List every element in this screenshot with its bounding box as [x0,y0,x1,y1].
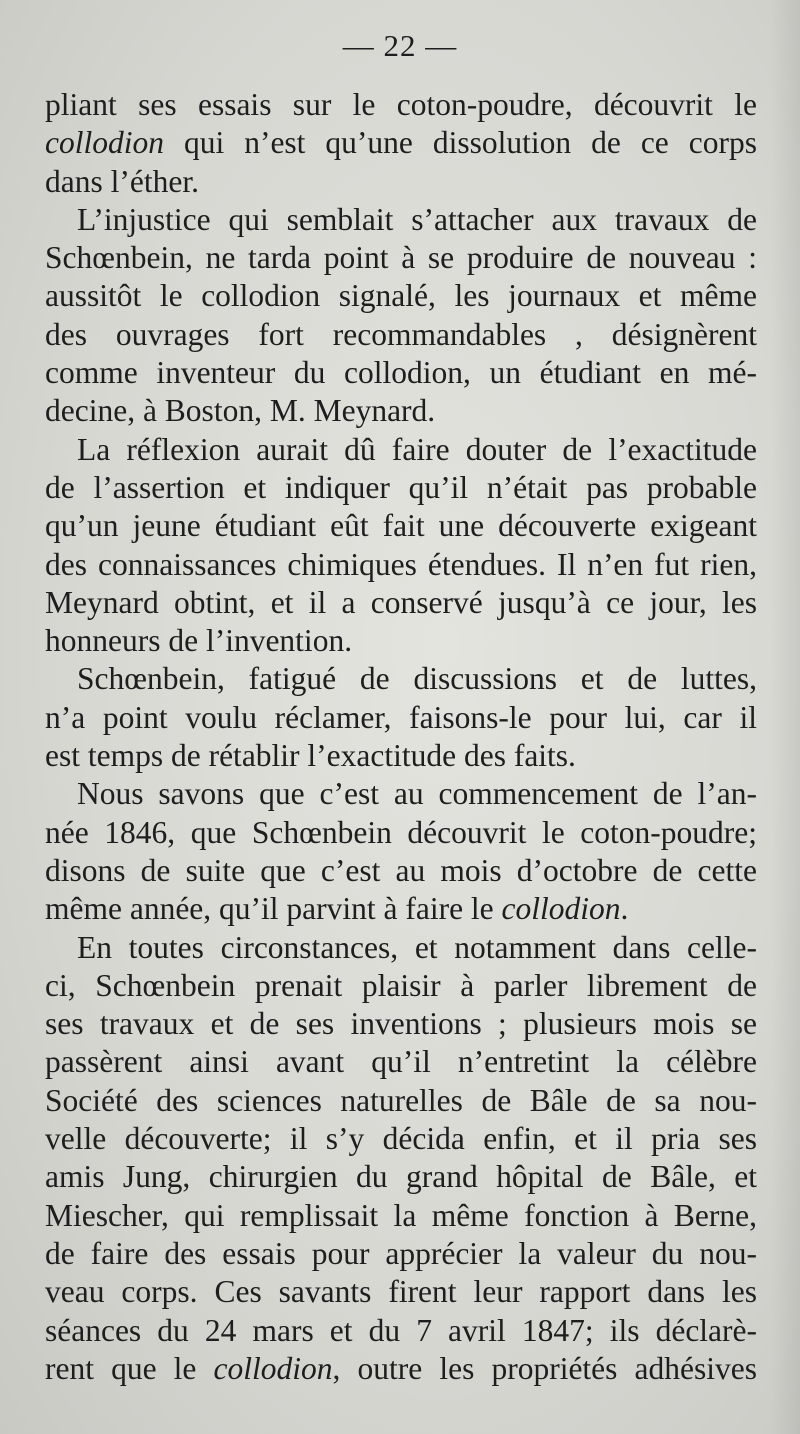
text-segment: même année, qu’il parvint à faire le [45,891,502,927]
text-segment: aussitôt le collodion signalé, les journaux et même [45,278,757,314]
body-text [45,86,757,1388]
text-line [45,1235,757,1273]
text-segment: , outre les propriétés adhésives [332,1350,757,1386]
text-line [45,469,757,507]
text-segment: ses travaux et de ses inventions ; plusieurs mois se [45,1006,757,1042]
text-line [45,1273,757,1311]
text-line [45,86,757,124]
text-line [45,814,757,852]
text-line [45,660,757,698]
text-segment: de l’assertion et indiquer qu’il n’était pas probable [45,469,757,505]
italic-text-segment: collodion [501,891,621,927]
text-segment: Schœnbein, ne tarda point à se produire de nouveau : [45,240,757,276]
text-segment: des ouvrages fort recommandables , désignèrent [45,316,757,352]
text-segment: n’a point voulu réclamer, faisons-le pour lui, car il [45,699,757,735]
text-line [45,1120,757,1158]
text-segment: née 1846, que Schœnbein découvrit le coton-poudre; [45,814,757,850]
text-line [45,277,757,315]
text-segment: rent que le [45,1350,214,1386]
text-line [45,1312,757,1350]
text-line [45,967,757,1005]
text-segment: passèrent ainsi avant qu’il n’entretint la célèbre [45,1044,757,1080]
text-line [45,316,757,354]
text-line [45,354,757,392]
text-segment: decine, à Boston, M. Meynard. [45,393,436,429]
text-segment: Nous savons que c’est au commencement de l’an- [77,776,757,812]
italic-text-segment: collodion [45,125,164,161]
text-segment: . [620,891,629,927]
text-line [45,852,757,890]
text-line [45,201,757,239]
text-segment: veau corps. Ces savants firent leur rapport dans les [45,1274,757,1310]
text-segment: Meynard obtint, et il a conservé jusqu’à ce jour, les [45,584,757,620]
text-segment: velle découverte; il s’y décida enfin, et il pria ses [45,1121,757,1157]
text-segment: honneurs de l’invention. [45,623,353,659]
text-segment: Miescher, qui remplissait la même fonction à Berne, [45,1197,757,1233]
text-segment: L’injustice qui semblait s’attacher aux travaux de [77,201,757,237]
text-line [45,584,757,622]
text-segment: disons de suite que c’est au mois d’octobre de cette [45,852,757,888]
text-segment: de faire des essais pour apprécier la valeur du nou- [45,1235,757,1271]
italic-text-segment: collodion [213,1350,333,1386]
text-line [45,1350,757,1388]
text-segment: amis Jung, chirurgien du grand hôpital de Bâle, et [45,1159,757,1195]
text-segment: séances du 24 mars et du 7 avril 1847; ils déclarè- [45,1312,757,1348]
page-edge-shadow [770,0,800,1434]
text-line [45,737,757,775]
text-segment: La réflexion aurait dû faire douter de l’exactitude [77,431,757,467]
text-segment: qui n’est qu’une dissolution de ce corps [164,125,757,161]
text-segment: Schœnbein, fatigué de discussions et de luttes, [77,661,757,697]
text-segment: des connaissances chimiques étendues. Il n’en fut rien, [45,546,757,582]
text-line [45,239,757,277]
text-line [45,392,757,430]
text-line [45,775,757,813]
text-line [45,1197,757,1235]
text-line [45,1005,757,1043]
text-line [45,1043,757,1081]
text-line [45,431,757,469]
page-number: — 22 — [342,28,458,63]
text-line [45,1158,757,1196]
text-line [45,1082,757,1120]
text-segment: ci, Schœnbein prenait plaisir à parler librement de [45,967,757,1003]
text-line [45,890,757,928]
text-segment: Société des sciences naturelles de Bâle de sa nou- [45,1082,757,1118]
text-segment: pliant ses essais sur le coton-poudre, découvrit le [45,87,757,122]
text-line [45,622,757,660]
text-segment: comme inventeur du collodion, un étudiant en mé- [45,355,757,391]
text-segment: dans l’éther. [45,163,199,199]
text-segment: est temps de rétablir l’exactitude des faits. [45,738,576,774]
text-line [45,929,757,967]
text-line [45,546,757,584]
text-line [45,699,757,737]
text-segment: En toutes circonstances, et notamment dans celle- [77,929,757,965]
text-line [45,124,757,162]
text-line [45,507,757,545]
text-line [45,163,757,201]
text-segment: qu’un jeune étudiant eût fait une découverte exigeant [45,508,757,544]
